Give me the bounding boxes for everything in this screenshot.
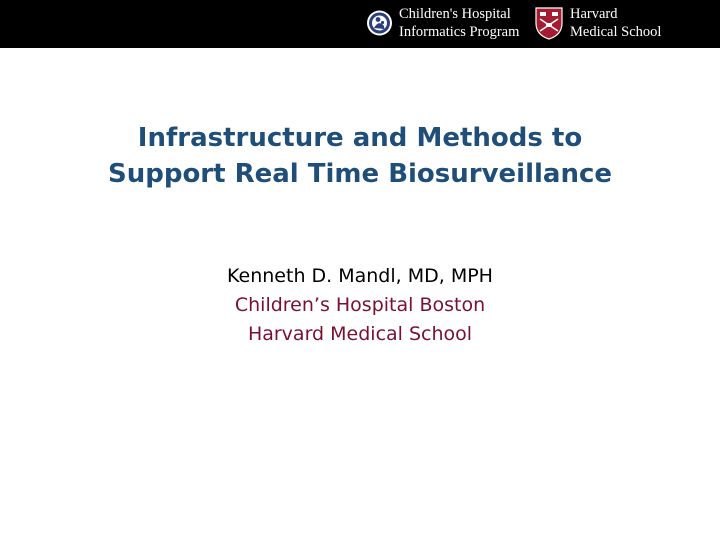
childrens-hospital-seal-icon [366,6,393,40]
childrens-hospital-logo [366,5,519,41]
title-line-1: Infrastructure and Methods to [137,123,583,153]
harvard-medical-school-logo [534,5,661,41]
slide-title [0,120,720,192]
author-name: Kenneth D. Mandl, MD, MPH [227,265,493,287]
chip-logo-line2: Informatics Program [399,24,520,40]
hms-logo-line2: Medical School [570,24,662,40]
title-line-2: Support Real Time Biosurveillance [107,159,613,189]
harvard-shield-icon [534,5,564,41]
chip-logo-line1: Children's Hospital [399,6,511,22]
hms-logo-line1: Harvard [570,6,618,22]
affiliation-hospital: Children’s Hospital Boston [234,294,486,316]
author-block [0,262,720,349]
affiliation-school: Harvard Medical School [247,323,473,345]
header-bar [0,0,720,48]
